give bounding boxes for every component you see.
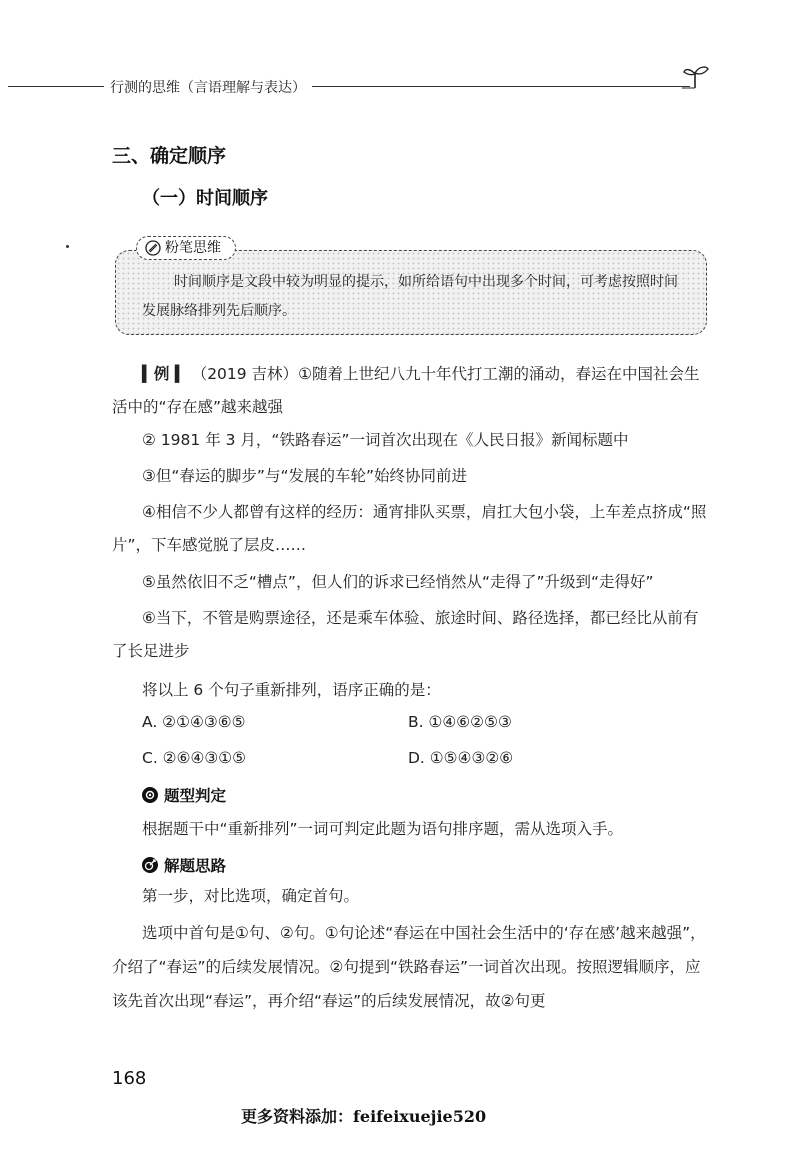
example-question: 将以上 6 个句子重新排列，语序正确的是： xyxy=(142,681,441,699)
option-c: C. ②⑥④③①⑤ xyxy=(142,749,247,767)
example-sentence-3: ③但“春运的脚步”与“发展的车轮”始终协同前进 xyxy=(142,467,468,485)
example-sentence-6: ⑥当下，不管是购票途径，还是乘车体验、旅途时间、路径选择，都已经比从前有了长足进步 xyxy=(112,609,699,660)
tip-label-text: 粉笔思维 xyxy=(165,240,221,256)
running-header xyxy=(0,74,800,98)
solution-heading-text: 解题思路 xyxy=(164,857,227,875)
speck xyxy=(66,245,69,248)
option-d: D. ①⑤④③②⑥ xyxy=(408,749,514,767)
solution-text: 选项中首句是①句、②句。①句论述“春运在中国社会生活中的‘存在感’越来越强”，介绍了“春运”的后续发展情况。②句提到“铁路春运”一词首次出现。按照逻辑顺序，应该先首次出现“春运”，再介绍“春运”的后续发展情况，故②句更 xyxy=(112,924,706,1010)
type-judge-heading-text: 题型判定 xyxy=(164,787,227,805)
example-s1: ①随着上世纪八九十年代打工潮的涌动，春运在中国社会生活中的“存在感”越来越强 xyxy=(112,365,700,416)
type-judge-heading xyxy=(142,784,226,806)
sprout-icon xyxy=(682,64,710,90)
header-rule-left xyxy=(8,86,104,87)
example-sentence-4: ④相信不少人都曾有这样的经历：通宵排队买票，肩扛大包小袋，上车差点挤成“照片”，下车感觉脱了层皮…… xyxy=(112,503,707,554)
pen-icon xyxy=(145,240,161,256)
page-number: 168 xyxy=(112,1068,147,1089)
tip-label xyxy=(136,236,236,260)
solution-step-1: 第一步，对比选项，确定首句。 xyxy=(142,887,360,905)
sub-title: （一）时间顺序 xyxy=(142,188,268,209)
type-judge-text: 根据题干中“重新排列”一词可判定此题为语句排序题，需从选项入手。 xyxy=(142,820,624,838)
option-b: B. ①④⑥②⑤③ xyxy=(408,713,512,731)
target-icon xyxy=(142,857,158,873)
watermark-prefix: 更多资料添加： xyxy=(241,1107,354,1126)
example-sentence-5: ⑤虽然依旧不乏“槽点”，但人们的诉求已经悄然从“走得了”升级到“走得好” xyxy=(142,573,654,591)
header-title: 行测的思维（言语理解与表达） xyxy=(110,80,306,96)
section-title: 三、确定顺序 xyxy=(112,145,227,167)
example-tag: ▍例 ▍ xyxy=(142,365,187,383)
solution-heading xyxy=(142,854,226,876)
watermark xyxy=(241,1104,486,1127)
header-rule-right xyxy=(312,86,690,87)
example-source: （2019 吉林） xyxy=(191,365,299,383)
watermark-contact: feifeixuejie520 xyxy=(353,1107,487,1126)
option-a: A. ②①④③⑥⑤ xyxy=(142,713,246,731)
example-sentence-2: ② 1981 年 3 月，“铁路春运”一词首次出现在《人民日报》新闻标题中 xyxy=(142,431,629,449)
gear-icon xyxy=(142,787,158,803)
tip-text: 时间顺序是文段中较为明显的提示，如所给语句中出现多个时间，可考虑按照时间发展脉络排列先后顺序。 xyxy=(142,274,678,319)
example-sentence-1 xyxy=(112,358,708,424)
